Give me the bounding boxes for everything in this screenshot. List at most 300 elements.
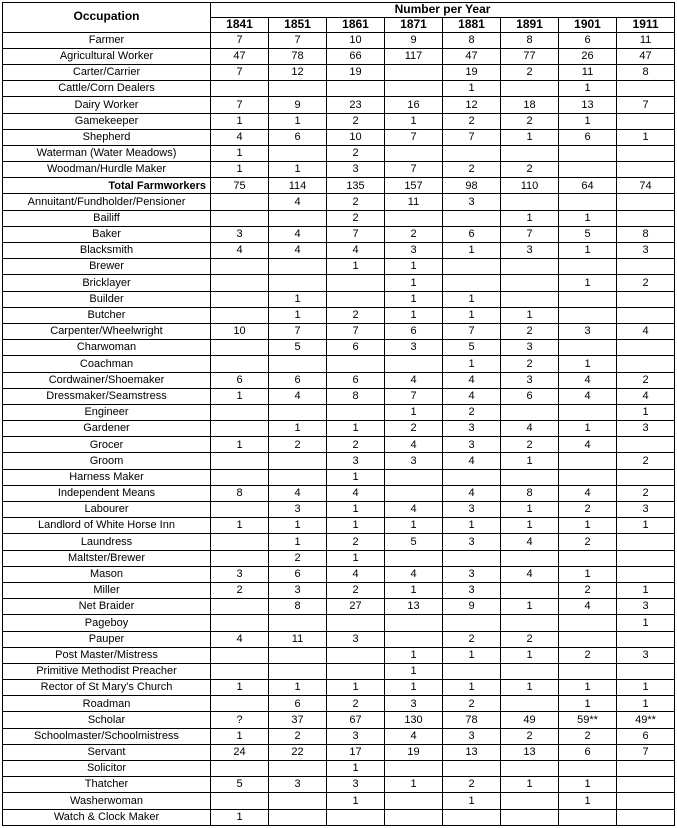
group-header-number-per-year: Number per Year xyxy=(211,3,675,18)
value-cell-1901: 1 xyxy=(559,356,617,372)
value-cell-1881: 2 xyxy=(443,162,501,178)
value-cell-1901: 1 xyxy=(559,696,617,712)
value-cell-1901: 11 xyxy=(559,64,617,80)
value-cell-1851: 6 xyxy=(269,696,327,712)
value-cell-1871: 5 xyxy=(385,534,443,550)
occupation-cell: Mason xyxy=(3,566,211,582)
value-cell-1851: 6 xyxy=(269,372,327,388)
value-cell-1841: 3 xyxy=(211,226,269,242)
value-cell-1911: 7 xyxy=(617,97,675,113)
value-cell-1841: 75 xyxy=(211,178,269,194)
occupation-cell: Engineer xyxy=(3,404,211,420)
table-row xyxy=(3,81,675,97)
occupation-cell: Miller xyxy=(3,582,211,598)
value-cell-1891: 4 xyxy=(501,566,559,582)
value-cell-1861: 6 xyxy=(327,340,385,356)
value-cell-1871 xyxy=(385,809,443,825)
value-cell-1841 xyxy=(211,696,269,712)
value-cell-1911: 4 xyxy=(617,323,675,339)
value-cell-1901: 1 xyxy=(559,793,617,809)
value-cell-1911: 74 xyxy=(617,178,675,194)
value-cell-1891: 2 xyxy=(501,113,559,129)
value-cell-1851 xyxy=(269,647,327,663)
value-cell-1901: 2 xyxy=(559,502,617,518)
occupation-column-header: Occupation xyxy=(3,3,211,33)
occupation-cell: Gamekeeper xyxy=(3,113,211,129)
value-cell-1851 xyxy=(269,210,327,226)
value-cell-1861: 4 xyxy=(327,485,385,501)
value-cell-1901: 4 xyxy=(559,372,617,388)
value-cell-1901: 2 xyxy=(559,534,617,550)
occupation-cell: Bailiff xyxy=(3,210,211,226)
occupation-cell: Net Braider xyxy=(3,599,211,615)
table-row xyxy=(3,243,675,259)
value-cell-1851: 2 xyxy=(269,728,327,744)
value-cell-1911: 3 xyxy=(617,421,675,437)
value-cell-1901 xyxy=(559,663,617,679)
value-cell-1841: 7 xyxy=(211,64,269,80)
value-cell-1881 xyxy=(443,809,501,825)
year-header-1861: 1861 xyxy=(327,17,385,32)
value-cell-1871: 1 xyxy=(385,275,443,291)
occupation-cell: Blacksmith xyxy=(3,243,211,259)
value-cell-1851 xyxy=(269,275,327,291)
value-cell-1841 xyxy=(211,307,269,323)
value-cell-1911: 11 xyxy=(617,32,675,48)
value-cell-1871 xyxy=(385,631,443,647)
value-cell-1881: 3 xyxy=(443,194,501,210)
value-cell-1841 xyxy=(211,615,269,631)
year-header-1911: 1911 xyxy=(617,17,675,32)
value-cell-1841 xyxy=(211,275,269,291)
value-cell-1901 xyxy=(559,291,617,307)
value-cell-1851: 1 xyxy=(269,113,327,129)
occupation-cell: Primitive Methodist Preacher xyxy=(3,663,211,679)
value-cell-1881: 3 xyxy=(443,566,501,582)
value-cell-1891 xyxy=(501,696,559,712)
table-row xyxy=(3,307,675,323)
value-cell-1841: 24 xyxy=(211,744,269,760)
value-cell-1861 xyxy=(327,615,385,631)
value-cell-1891: 2 xyxy=(501,64,559,80)
occupation-cell: Maltster/Brewer xyxy=(3,550,211,566)
value-cell-1911: 3 xyxy=(617,502,675,518)
value-cell-1861: 2 xyxy=(327,534,385,550)
value-cell-1861 xyxy=(327,404,385,420)
table-row xyxy=(3,356,675,372)
value-cell-1891 xyxy=(501,793,559,809)
occupation-cell: Grocer xyxy=(3,437,211,453)
value-cell-1861: 1 xyxy=(327,259,385,275)
value-cell-1911: 2 xyxy=(617,275,675,291)
value-cell-1901 xyxy=(559,615,617,631)
value-cell-1851: 4 xyxy=(269,243,327,259)
value-cell-1881: 5 xyxy=(443,340,501,356)
value-cell-1871: 1 xyxy=(385,259,443,275)
value-cell-1891: 2 xyxy=(501,437,559,453)
value-cell-1841 xyxy=(211,259,269,275)
value-cell-1841: 5 xyxy=(211,777,269,793)
value-cell-1881: 1 xyxy=(443,680,501,696)
table-row xyxy=(3,728,675,744)
table-row xyxy=(3,194,675,210)
value-cell-1841: 1 xyxy=(211,162,269,178)
year-header-1891: 1891 xyxy=(501,17,559,32)
occupation-cell: Dairy Worker xyxy=(3,97,211,113)
value-cell-1911: 7 xyxy=(617,744,675,760)
value-cell-1841: 1 xyxy=(211,437,269,453)
value-cell-1841: 1 xyxy=(211,113,269,129)
value-cell-1871 xyxy=(385,615,443,631)
value-cell-1871: 157 xyxy=(385,178,443,194)
value-cell-1871: 1 xyxy=(385,647,443,663)
value-cell-1861: 1 xyxy=(327,680,385,696)
value-cell-1841: 8 xyxy=(211,485,269,501)
value-cell-1911 xyxy=(617,113,675,129)
value-cell-1911 xyxy=(617,550,675,566)
value-cell-1841: 1 xyxy=(211,145,269,161)
table-row xyxy=(3,259,675,275)
value-cell-1861: 2 xyxy=(327,582,385,598)
occupation-cell: Dressmaker/Seamstress xyxy=(3,388,211,404)
value-cell-1841: 7 xyxy=(211,97,269,113)
value-cell-1841 xyxy=(211,356,269,372)
value-cell-1871 xyxy=(385,793,443,809)
value-cell-1851: 4 xyxy=(269,194,327,210)
value-cell-1901: 4 xyxy=(559,599,617,615)
value-cell-1911 xyxy=(617,437,675,453)
value-cell-1851: 4 xyxy=(269,485,327,501)
value-cell-1881: 1 xyxy=(443,793,501,809)
value-cell-1861 xyxy=(327,356,385,372)
table-row xyxy=(3,712,675,728)
occupation-cell: Post Master/Mistress xyxy=(3,647,211,663)
value-cell-1881: 3 xyxy=(443,421,501,437)
occupation-cell: Groom xyxy=(3,453,211,469)
value-cell-1891: 3 xyxy=(501,243,559,259)
value-cell-1911: 2 xyxy=(617,453,675,469)
group-header-row xyxy=(3,3,675,18)
value-cell-1911 xyxy=(617,194,675,210)
table-row xyxy=(3,48,675,64)
value-cell-1911: 3 xyxy=(617,599,675,615)
value-cell-1881: 3 xyxy=(443,582,501,598)
value-cell-1881: 12 xyxy=(443,97,501,113)
year-header-1841: 1841 xyxy=(211,17,269,32)
value-cell-1861 xyxy=(327,291,385,307)
value-cell-1841 xyxy=(211,81,269,97)
table-row xyxy=(3,113,675,129)
value-cell-1871 xyxy=(385,356,443,372)
table-row xyxy=(3,485,675,501)
value-cell-1871 xyxy=(385,485,443,501)
value-cell-1901: 59** xyxy=(559,712,617,728)
value-cell-1861: 1 xyxy=(327,469,385,485)
value-cell-1871: 6 xyxy=(385,323,443,339)
value-cell-1841 xyxy=(211,647,269,663)
table-row xyxy=(3,777,675,793)
value-cell-1891: 1 xyxy=(501,777,559,793)
occupation-census-table xyxy=(2,2,675,826)
year-header-1901: 1901 xyxy=(559,17,617,32)
value-cell-1881: 9 xyxy=(443,599,501,615)
value-cell-1901: 5 xyxy=(559,226,617,242)
value-cell-1911 xyxy=(617,81,675,97)
value-cell-1861 xyxy=(327,809,385,825)
occupation-cell: Waterman (Water Meadows) xyxy=(3,145,211,161)
table-row xyxy=(3,809,675,825)
value-cell-1901: 1 xyxy=(559,566,617,582)
value-cell-1871 xyxy=(385,64,443,80)
occupation-cell: Shepherd xyxy=(3,129,211,145)
occupation-cell: Scholar xyxy=(3,712,211,728)
value-cell-1851 xyxy=(269,663,327,679)
value-cell-1861: 10 xyxy=(327,32,385,48)
value-cell-1841: 3 xyxy=(211,566,269,582)
value-cell-1851 xyxy=(269,469,327,485)
value-cell-1861: 1 xyxy=(327,502,385,518)
value-cell-1881 xyxy=(443,615,501,631)
table-row xyxy=(3,275,675,291)
value-cell-1911: 49** xyxy=(617,712,675,728)
value-cell-1851 xyxy=(269,453,327,469)
value-cell-1881: 2 xyxy=(443,113,501,129)
value-cell-1861: 2 xyxy=(327,210,385,226)
table-row xyxy=(3,566,675,582)
value-cell-1901 xyxy=(559,761,617,777)
value-cell-1891: 1 xyxy=(501,502,559,518)
occupation-cell: Annuitant/Fundholder/Pensioner xyxy=(3,194,211,210)
value-cell-1841 xyxy=(211,599,269,615)
value-cell-1911 xyxy=(617,793,675,809)
value-cell-1851 xyxy=(269,356,327,372)
table-row xyxy=(3,210,675,226)
value-cell-1861: 1 xyxy=(327,761,385,777)
value-cell-1881: 19 xyxy=(443,64,501,80)
value-cell-1851: 1 xyxy=(269,518,327,534)
value-cell-1911: 3 xyxy=(617,647,675,663)
table-row xyxy=(3,550,675,566)
value-cell-1901: 6 xyxy=(559,744,617,760)
value-cell-1851: 78 xyxy=(269,48,327,64)
value-cell-1861: 1 xyxy=(327,550,385,566)
value-cell-1911: 2 xyxy=(617,485,675,501)
value-cell-1901: 1 xyxy=(559,777,617,793)
year-header-1871: 1871 xyxy=(385,17,443,32)
value-cell-1851: 2 xyxy=(269,437,327,453)
value-cell-1901: 6 xyxy=(559,32,617,48)
occupation-cell: Farmer xyxy=(3,32,211,48)
value-cell-1861: 135 xyxy=(327,178,385,194)
table-row xyxy=(3,663,675,679)
value-cell-1881: 3 xyxy=(443,728,501,744)
value-cell-1881 xyxy=(443,761,501,777)
value-cell-1851 xyxy=(269,81,327,97)
value-cell-1911: 1 xyxy=(617,680,675,696)
value-cell-1851: 8 xyxy=(269,599,327,615)
value-cell-1851 xyxy=(269,793,327,809)
value-cell-1851: 2 xyxy=(269,550,327,566)
value-cell-1891: 1 xyxy=(501,453,559,469)
value-cell-1891: 6 xyxy=(501,388,559,404)
value-cell-1891 xyxy=(501,291,559,307)
value-cell-1841 xyxy=(211,761,269,777)
value-cell-1891: 2 xyxy=(501,728,559,744)
value-cell-1911 xyxy=(617,663,675,679)
table-row xyxy=(3,534,675,550)
value-cell-1911 xyxy=(617,340,675,356)
value-cell-1881: 4 xyxy=(443,372,501,388)
value-cell-1841: 1 xyxy=(211,728,269,744)
occupation-cell: Carter/Carrier xyxy=(3,64,211,80)
value-cell-1881: 6 xyxy=(443,226,501,242)
value-cell-1841 xyxy=(211,453,269,469)
value-cell-1851: 1 xyxy=(269,421,327,437)
value-cell-1861: 67 xyxy=(327,712,385,728)
value-cell-1891: 8 xyxy=(501,32,559,48)
value-cell-1901: 1 xyxy=(559,113,617,129)
value-cell-1891 xyxy=(501,469,559,485)
value-cell-1901 xyxy=(559,809,617,825)
value-cell-1841 xyxy=(211,534,269,550)
value-cell-1871: 2 xyxy=(385,421,443,437)
value-cell-1871: 1 xyxy=(385,582,443,598)
value-cell-1911: 1 xyxy=(617,518,675,534)
value-cell-1861: 2 xyxy=(327,696,385,712)
value-cell-1891: 1 xyxy=(501,680,559,696)
value-cell-1911 xyxy=(617,162,675,178)
table-row xyxy=(3,64,675,80)
table-row xyxy=(3,469,675,485)
value-cell-1851 xyxy=(269,615,327,631)
value-cell-1871: 7 xyxy=(385,388,443,404)
table-header xyxy=(3,3,675,33)
value-cell-1901: 1 xyxy=(559,275,617,291)
value-cell-1881: 1 xyxy=(443,291,501,307)
value-cell-1871: 19 xyxy=(385,744,443,760)
value-cell-1851: 3 xyxy=(269,777,327,793)
value-cell-1911 xyxy=(617,566,675,582)
value-cell-1901: 2 xyxy=(559,728,617,744)
value-cell-1911 xyxy=(617,259,675,275)
value-cell-1841: 4 xyxy=(211,631,269,647)
value-cell-1871: 13 xyxy=(385,599,443,615)
value-cell-1901: 13 xyxy=(559,97,617,113)
value-cell-1861 xyxy=(327,81,385,97)
value-cell-1901 xyxy=(559,453,617,469)
value-cell-1881: 13 xyxy=(443,744,501,760)
value-cell-1901: 1 xyxy=(559,680,617,696)
value-cell-1871 xyxy=(385,550,443,566)
value-cell-1891 xyxy=(501,761,559,777)
value-cell-1891: 1 xyxy=(501,647,559,663)
value-cell-1911 xyxy=(617,631,675,647)
value-cell-1901: 4 xyxy=(559,485,617,501)
value-cell-1871: 3 xyxy=(385,340,443,356)
table-row xyxy=(3,129,675,145)
value-cell-1861: 3 xyxy=(327,162,385,178)
occupation-cell: Independent Means xyxy=(3,485,211,501)
value-cell-1901: 1 xyxy=(559,421,617,437)
table-row xyxy=(3,178,675,194)
value-cell-1851: 12 xyxy=(269,64,327,80)
value-cell-1861: 2 xyxy=(327,437,385,453)
value-cell-1911: 2 xyxy=(617,372,675,388)
value-cell-1851: 1 xyxy=(269,680,327,696)
value-cell-1891: 7 xyxy=(501,226,559,242)
value-cell-1911: 1 xyxy=(617,129,675,145)
occupation-cell: Cattle/Corn Dealers xyxy=(3,81,211,97)
value-cell-1871: 16 xyxy=(385,97,443,113)
table-row xyxy=(3,32,675,48)
table-row xyxy=(3,502,675,518)
table-row xyxy=(3,404,675,420)
value-cell-1861: 3 xyxy=(327,728,385,744)
occupation-cell: Laundress xyxy=(3,534,211,550)
value-cell-1891: 3 xyxy=(501,372,559,388)
value-cell-1841 xyxy=(211,663,269,679)
occupation-cell: Thatcher xyxy=(3,777,211,793)
value-cell-1861: 3 xyxy=(327,453,385,469)
value-cell-1881: 8 xyxy=(443,32,501,48)
value-cell-1891: 18 xyxy=(501,97,559,113)
occupation-cell: Butcher xyxy=(3,307,211,323)
value-cell-1841 xyxy=(211,291,269,307)
table-row xyxy=(3,291,675,307)
value-cell-1881: 3 xyxy=(443,534,501,550)
value-cell-1841: 6 xyxy=(211,372,269,388)
value-cell-1891: 2 xyxy=(501,356,559,372)
value-cell-1891 xyxy=(501,194,559,210)
value-cell-1871: 1 xyxy=(385,518,443,534)
value-cell-1861 xyxy=(327,647,385,663)
occupation-cell: Watch & Clock Maker xyxy=(3,809,211,825)
value-cell-1851: 114 xyxy=(269,178,327,194)
table-row xyxy=(3,631,675,647)
table-row xyxy=(3,226,675,242)
value-cell-1851: 7 xyxy=(269,323,327,339)
table-row xyxy=(3,518,675,534)
occupation-cell: Schoolmaster/Schoolmistress xyxy=(3,728,211,744)
table-row xyxy=(3,453,675,469)
value-cell-1891 xyxy=(501,259,559,275)
value-cell-1891 xyxy=(501,145,559,161)
value-cell-1881 xyxy=(443,259,501,275)
table-row xyxy=(3,437,675,453)
value-cell-1851: 9 xyxy=(269,97,327,113)
value-cell-1911: 1 xyxy=(617,615,675,631)
value-cell-1871: 130 xyxy=(385,712,443,728)
value-cell-1851: 1 xyxy=(269,534,327,550)
value-cell-1841: 1 xyxy=(211,518,269,534)
occupation-cell: Pageboy xyxy=(3,615,211,631)
value-cell-1881: 2 xyxy=(443,696,501,712)
value-cell-1901: 6 xyxy=(559,129,617,145)
value-cell-1841: 1 xyxy=(211,680,269,696)
value-cell-1861: 2 xyxy=(327,113,385,129)
value-cell-1881: 3 xyxy=(443,502,501,518)
value-cell-1841: 2 xyxy=(211,582,269,598)
occupation-cell: Gardener xyxy=(3,421,211,437)
value-cell-1841 xyxy=(211,469,269,485)
value-cell-1871: 3 xyxy=(385,453,443,469)
value-cell-1901: 2 xyxy=(559,647,617,663)
value-cell-1871 xyxy=(385,81,443,97)
value-cell-1911: 6 xyxy=(617,728,675,744)
value-cell-1841: 47 xyxy=(211,48,269,64)
value-cell-1901 xyxy=(559,631,617,647)
value-cell-1871: 1 xyxy=(385,291,443,307)
